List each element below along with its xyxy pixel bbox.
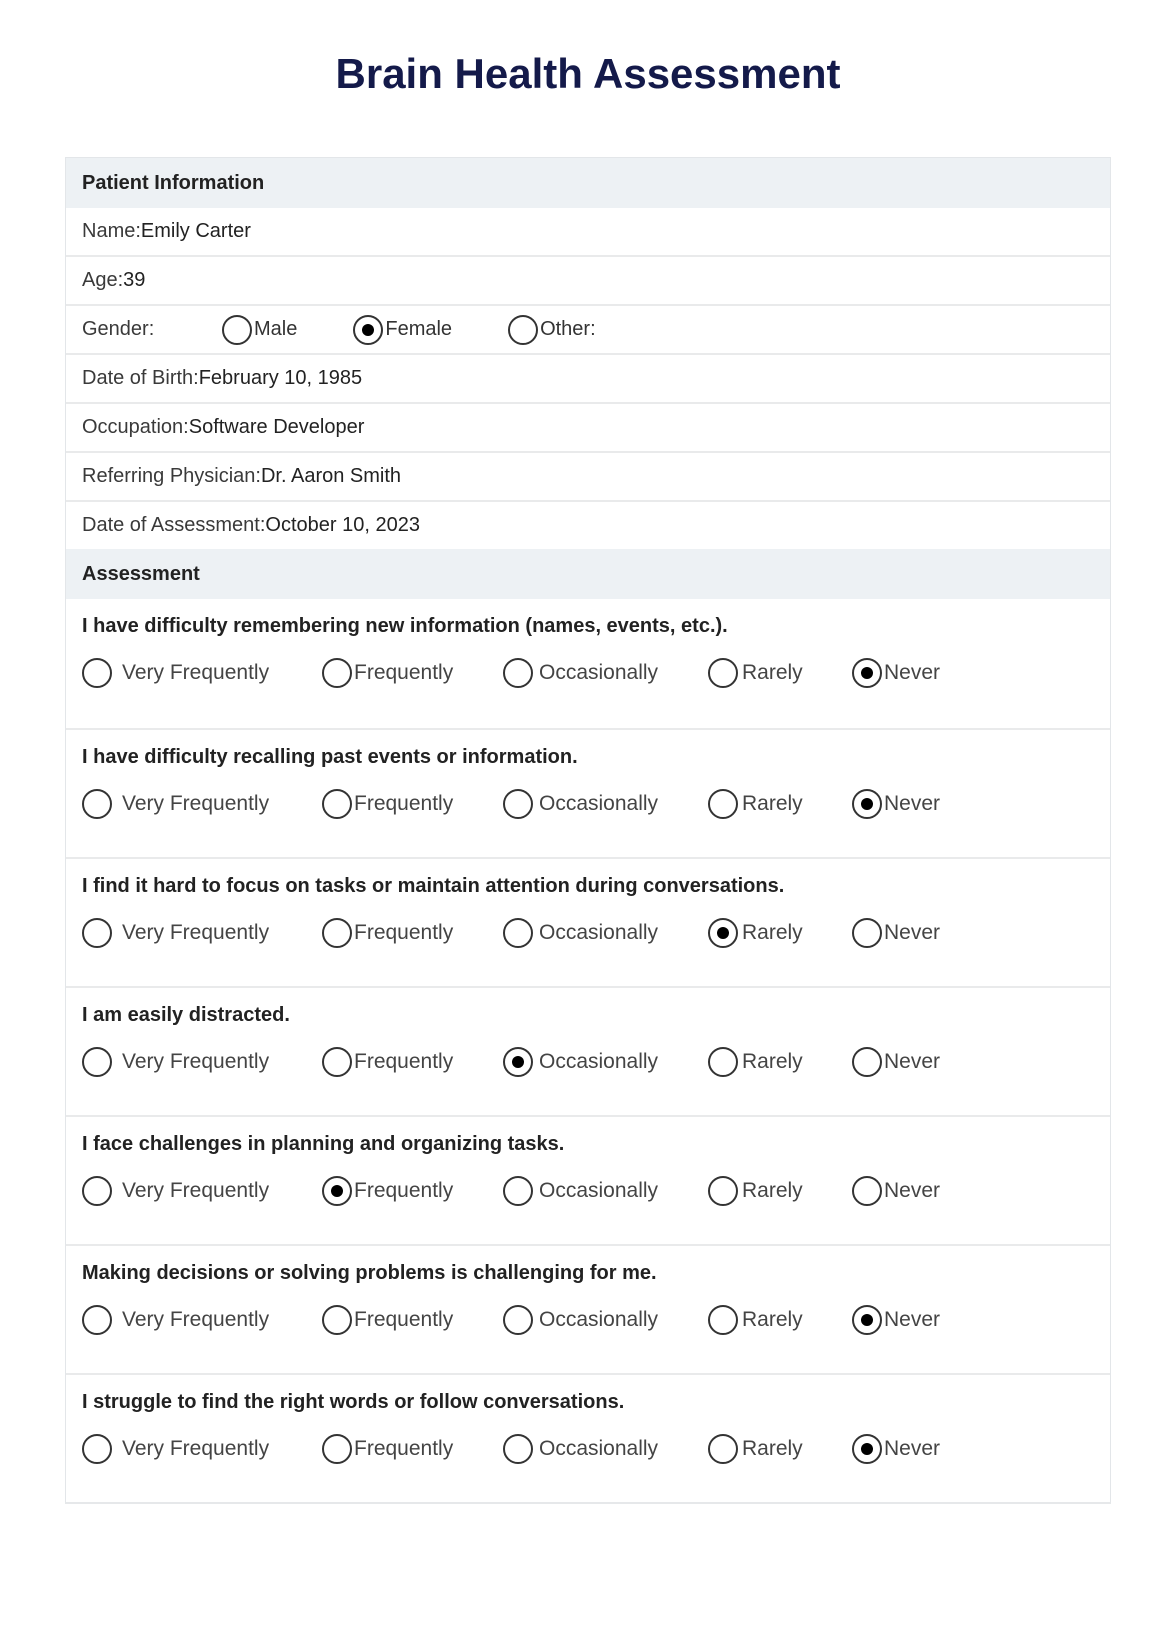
radio-icon[interactable] xyxy=(503,658,533,688)
response-options xyxy=(82,1305,1110,1335)
radio-icon[interactable] xyxy=(708,1176,738,1206)
response-option-label: Frequently xyxy=(354,921,454,944)
radio-icon[interactable] xyxy=(322,1176,352,1206)
radio-icon[interactable] xyxy=(708,789,738,819)
response-option-occasionally[interactable] xyxy=(503,789,708,819)
response-option-label: Very Frequently xyxy=(122,661,270,684)
response-option-label: Occasionally xyxy=(539,661,659,684)
radio-icon[interactable] xyxy=(503,1176,533,1206)
radio-icon[interactable] xyxy=(322,789,352,819)
gender-option-other[interactable] xyxy=(508,306,596,353)
occupation-row xyxy=(66,402,1110,451)
response-option-never[interactable] xyxy=(852,1305,972,1335)
assessment-date-label: Date of Assessment: xyxy=(82,514,266,536)
radio-icon[interactable] xyxy=(708,918,738,948)
radio-icon[interactable] xyxy=(82,1305,112,1335)
radio-icon[interactable] xyxy=(82,658,112,688)
response-option-label: Rarely xyxy=(742,1308,803,1331)
radio-icon[interactable] xyxy=(82,918,112,948)
response-option-never[interactable] xyxy=(852,1047,972,1077)
question-item xyxy=(66,986,1110,1115)
response-option-label: Frequently xyxy=(354,792,454,815)
response-option-label: Never xyxy=(884,1179,941,1202)
radio-icon[interactable] xyxy=(503,918,533,948)
dob-label: Date of Birth: xyxy=(82,367,199,389)
response-option-label: Occasionally xyxy=(539,1179,659,1202)
radio-icon[interactable] xyxy=(82,1434,112,1464)
response-option-label: Very Frequently xyxy=(122,1050,270,1073)
question-text: I have difficulty remembering new information (names, events, etc.). xyxy=(82,615,728,637)
response-options xyxy=(82,789,1110,819)
response-option-label: Rarely xyxy=(742,1437,803,1460)
name-row xyxy=(66,208,1110,255)
response-option-label: Frequently xyxy=(354,661,454,684)
question-item xyxy=(66,1115,1110,1244)
response-option-label: Never xyxy=(884,661,941,684)
radio-icon[interactable] xyxy=(708,1047,738,1077)
response-option-label: Never xyxy=(884,1308,941,1331)
radio-icon[interactable] xyxy=(322,1305,352,1335)
response-options xyxy=(82,658,1110,688)
radio-icon[interactable] xyxy=(503,1047,533,1077)
physician-row xyxy=(66,451,1110,500)
response-option-occasionally[interactable] xyxy=(503,1176,708,1206)
radio-icon[interactable] xyxy=(322,918,352,948)
response-option-label: Very Frequently xyxy=(122,1437,270,1460)
gender-option-label: Other: xyxy=(540,318,596,340)
response-option-label: Rarely xyxy=(742,921,803,944)
response-option-never[interactable] xyxy=(852,1434,972,1464)
response-options xyxy=(82,1434,1110,1464)
physician-value[interactable]: Dr. Aaron Smith xyxy=(260,465,402,487)
response-option-frequently[interactable] xyxy=(322,789,503,819)
response-option-label: Very Frequently xyxy=(122,1179,270,1202)
question-item xyxy=(66,1373,1110,1502)
radio-icon[interactable] xyxy=(852,658,882,688)
occupation-label: Occupation: xyxy=(82,416,189,438)
response-option-never[interactable] xyxy=(852,658,972,688)
response-option-occasionally[interactable] xyxy=(503,1434,708,1464)
response-option-very-frequently[interactable] xyxy=(82,1434,322,1464)
radio-icon[interactable] xyxy=(852,1305,882,1335)
response-option-label: Occasionally xyxy=(539,792,659,815)
radio-icon[interactable] xyxy=(708,1434,738,1464)
response-option-label: Rarely xyxy=(742,792,803,815)
response-options xyxy=(82,1047,1110,1077)
response-option-frequently[interactable] xyxy=(322,658,503,688)
radio-icon[interactable] xyxy=(708,658,738,688)
question-item xyxy=(66,728,1110,857)
response-option-very-frequently[interactable] xyxy=(82,1305,322,1335)
question-item xyxy=(66,1244,1110,1373)
assessment-date-row xyxy=(66,500,1110,549)
gender-option-label: Female xyxy=(385,318,453,340)
age-value[interactable]: 39 xyxy=(123,269,146,291)
radio-icon[interactable] xyxy=(322,658,352,688)
response-option-label: Never xyxy=(884,1437,941,1460)
response-options xyxy=(82,1176,1110,1206)
question-text: I face challenges in planning and organizing tasks. xyxy=(82,1133,565,1155)
radio-icon[interactable] xyxy=(82,789,112,819)
response-option-frequently[interactable] xyxy=(322,1434,503,1464)
response-option-label: Very Frequently xyxy=(122,921,270,944)
response-option-rarely[interactable] xyxy=(708,789,852,819)
radio-icon[interactable] xyxy=(503,1305,533,1335)
response-option-rarely[interactable] xyxy=(708,1305,852,1335)
question-item xyxy=(66,599,1110,728)
response-option-never[interactable] xyxy=(852,1176,972,1206)
response-option-very-frequently[interactable] xyxy=(82,918,322,948)
radio-icon[interactable] xyxy=(82,1047,112,1077)
gender-label: Gender: xyxy=(82,318,155,340)
dob-value[interactable]: February 10, 1985 xyxy=(198,367,363,389)
physician-label: Referring Physician: xyxy=(82,465,261,487)
radio-icon[interactable] xyxy=(222,315,252,345)
response-option-never[interactable] xyxy=(852,918,972,948)
question-list xyxy=(66,599,1110,1502)
assessment-date-value[interactable]: October 10, 2023 xyxy=(265,514,420,536)
radio-icon[interactable] xyxy=(503,1434,533,1464)
name-label: Name: xyxy=(82,220,141,242)
occupation-value[interactable]: Software Developer xyxy=(188,416,365,438)
response-option-frequently[interactable] xyxy=(322,1047,503,1077)
response-option-never[interactable] xyxy=(852,789,972,819)
response-option-label: Occasionally xyxy=(539,1308,659,1331)
radio-icon[interactable] xyxy=(322,1434,352,1464)
response-option-label: Occasionally xyxy=(539,1437,659,1460)
response-option-label: Occasionally xyxy=(539,1050,659,1073)
name-value[interactable]: Emily Carter xyxy=(140,220,251,242)
radio-icon[interactable] xyxy=(82,1176,112,1206)
response-option-very-frequently[interactable] xyxy=(82,1176,322,1206)
radio-icon[interactable] xyxy=(852,918,882,948)
question-item xyxy=(66,857,1110,986)
patient-info-heading: Patient Information xyxy=(66,158,1110,208)
response-option-label: Very Frequently xyxy=(122,792,270,815)
assessment-form xyxy=(65,157,1111,1504)
radio-icon[interactable] xyxy=(503,789,533,819)
radio-icon[interactable] xyxy=(852,1434,882,1464)
response-option-rarely[interactable] xyxy=(708,1434,852,1464)
response-option-label: Frequently xyxy=(354,1179,454,1202)
radio-icon[interactable] xyxy=(852,789,882,819)
gender-option-male[interactable] xyxy=(222,306,297,353)
response-option-label: Rarely xyxy=(742,661,803,684)
question-text: I struggle to find the right words or follow conversations. xyxy=(82,1391,625,1413)
dob-row xyxy=(66,353,1110,402)
response-option-rarely[interactable] xyxy=(708,1047,852,1077)
question-text: I have difficulty recalling past events or information. xyxy=(82,746,578,768)
response-option-frequently[interactable] xyxy=(322,1305,503,1335)
response-option-very-frequently[interactable] xyxy=(82,789,322,819)
response-option-label: Frequently xyxy=(354,1050,454,1073)
question-text: I am easily distracted. xyxy=(82,1004,290,1026)
response-option-rarely[interactable] xyxy=(708,658,852,688)
response-option-label: Frequently xyxy=(354,1308,454,1331)
response-option-label: Rarely xyxy=(742,1050,803,1073)
response-option-label: Rarely xyxy=(742,1179,803,1202)
age-row xyxy=(66,255,1110,304)
response-option-rarely[interactable] xyxy=(708,1176,852,1206)
response-option-occasionally[interactable] xyxy=(503,918,708,948)
response-option-label: Occasionally xyxy=(539,921,659,944)
question-text: Making decisions or solving problems is challenging for me. xyxy=(82,1262,657,1284)
radio-icon[interactable] xyxy=(852,1176,882,1206)
radio-icon[interactable] xyxy=(852,1047,882,1077)
response-option-occasionally[interactable] xyxy=(503,1305,708,1335)
response-option-rarely[interactable] xyxy=(708,918,852,948)
response-option-label: Never xyxy=(884,921,941,944)
gender-option-label: Male xyxy=(254,318,298,340)
response-option-occasionally[interactable] xyxy=(503,658,708,688)
response-option-occasionally[interactable] xyxy=(503,1047,708,1077)
radio-icon[interactable] xyxy=(708,1305,738,1335)
gender-row xyxy=(66,304,1110,353)
radio-icon[interactable] xyxy=(353,315,383,345)
response-options xyxy=(82,918,1110,948)
response-option-very-frequently[interactable] xyxy=(82,658,322,688)
radio-icon[interactable] xyxy=(322,1047,352,1077)
assessment-heading: Assessment xyxy=(66,549,1110,599)
response-option-very-frequently[interactable] xyxy=(82,1047,322,1077)
response-option-frequently[interactable] xyxy=(322,918,503,948)
response-option-frequently[interactable] xyxy=(322,1176,503,1206)
radio-icon[interactable] xyxy=(508,315,538,345)
page-title: Brain Health Assessment xyxy=(335,50,841,97)
age-label: Age: xyxy=(82,269,124,291)
response-option-label: Never xyxy=(884,792,941,815)
gender-option-female[interactable] xyxy=(353,306,452,353)
response-option-label: Frequently xyxy=(354,1437,454,1460)
response-option-label: Very Frequently xyxy=(122,1308,270,1331)
question-text: I find it hard to focus on tasks or maintain attention during conversations. xyxy=(82,875,785,897)
response-option-label: Never xyxy=(884,1050,941,1073)
